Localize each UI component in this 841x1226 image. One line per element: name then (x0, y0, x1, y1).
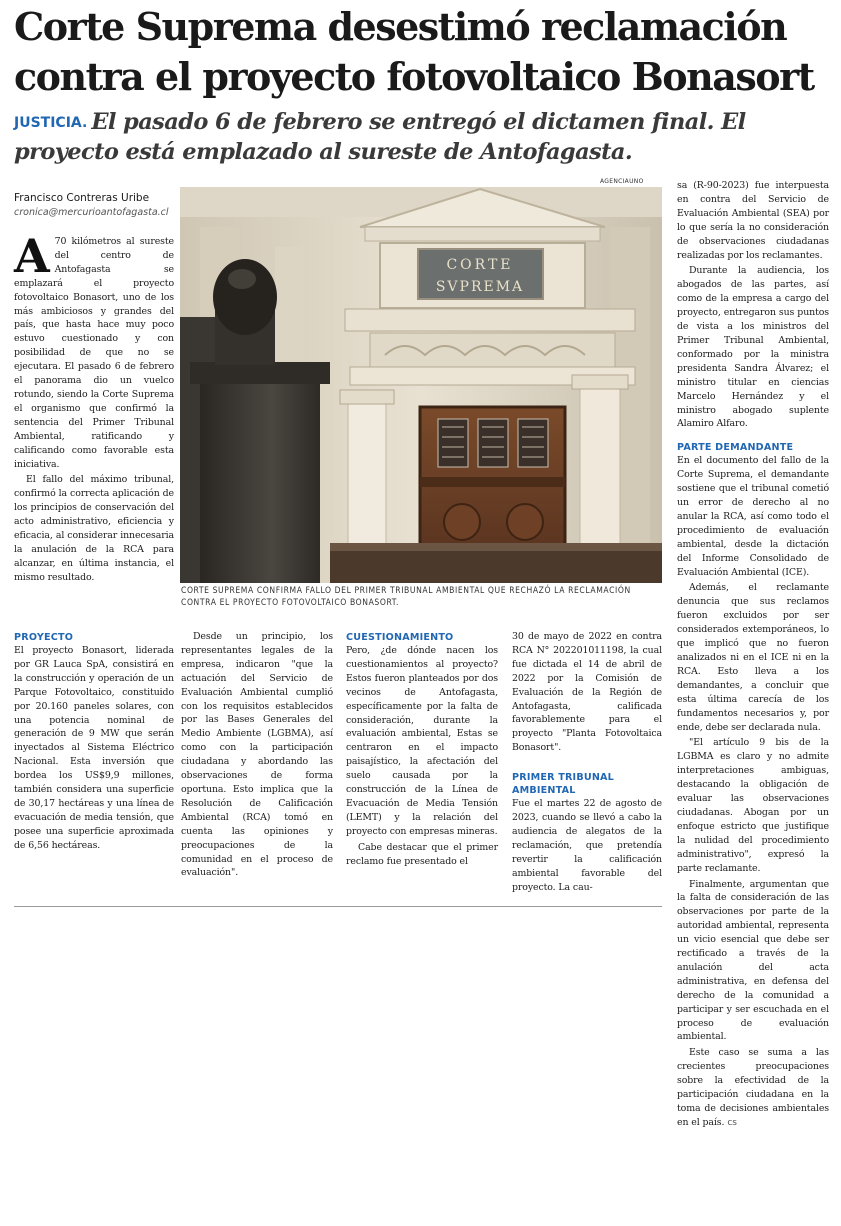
cuestionamiento-paragraph-2: Cabe destacar que el primer reclamo fue presentado el (346, 841, 498, 867)
right-paragraph-6: Finalmente, argumentan que la falta de consideración de las observaciones por parte de la autoridad ambiental, representa un vicio esencial que debe ser rectificado a través de la anulación del acta administrativa, en defensa del derecho de la comunidad a participar y ser escuchada en el proceso de evaluación ambiental. (677, 878, 829, 1043)
headline: Corte Suprema desestimó reclamación contra el proyecto fotovoltaico Bonasort (14, 4, 814, 99)
tribunal-paragraph: Fue el martes 22 de agosto de 2023, cuando se llevó a cabo la audiencia de alegatos de la reclamación, que pretendía revertir la calificación ambiental favorable del proyecto. La cau- (512, 798, 662, 893)
right-paragraph-4: Además, el reclamante denuncia que sus reclamos fueron excluidos por ser considerados extemporáneos, lo que implicó que no fueron analizados ni en el ICE ni en la RCA. Esto lleva a los demandantes, a concluir que esta última carecía de los fundamentos necesarios y, por ende, debe ser declarada nula. (677, 582, 829, 733)
col4-paragraph: 30 de mayo de 2022 en contra RCA N° 202201011198, la cual fue dictada el 14 de abril de 2022 por la Comisión de Evaluación de la Región de Antofagasta, calificada favorablemente para el proyecto "Planta Fotovoltaica Bonasort". (512, 631, 662, 754)
right-paragraph-7-text: Este caso se suma a las crecientes preocupaciones sobre la efectividad de la participación ciudadana en la toma de decisiones ambientales en el país. (677, 1047, 829, 1128)
subheadline (14, 108, 814, 167)
proyecto-heading: PROYECTO (14, 632, 74, 643)
photo-credit: AGENCIAUNO (600, 178, 644, 185)
drop-cap: A (14, 229, 50, 283)
section-divider (14, 906, 662, 907)
court-sign-line2: SVPREMA (435, 279, 525, 295)
column-2 (181, 630, 333, 882)
cuestionamiento-heading: CUESTIONAMIENTO (346, 632, 454, 643)
byline-email: cronica@mercurioantofagasta.cl (14, 207, 169, 218)
right-paragraph-1: sa (R-90-2023) fue interpuesta en contra del Servicio de Evaluación Ambiental (SEA) por lo que sería la no consideración de observaciones ciudadanas realizadas por los reclamantes. (677, 180, 829, 261)
tribunal-heading (512, 771, 662, 797)
section-tag: JUSTICIA. (14, 115, 88, 131)
photo-caption: CORTE SUPREMA CONFIRMA FALLO DEL PRIMER TRIBUNAL AMBIENTAL QUE RECHAZÓ LA RECLAMACIÓN CONTRA EL PROYECTO FOTOVOLTAICO BONASORT. (181, 586, 631, 608)
right-paragraph-7 (677, 1046, 829, 1130)
cuestionamiento-section (346, 628, 498, 871)
proyecto-section (14, 628, 174, 855)
lead-paragraph-1: 70 kilómetros al sureste del centro de Antofagasta se emplazará el proyecto fotovoltaico Bonasort, uno de los más ambiciosos y grandes del país, que hasta hace muy poco estuvo cuestionado y con posibilidad de que no se ejecutara. El pasado 6 de febrero el panorama dio un vuelco rotundo, siendo la Corte Suprema el organismo que confirmó la sentencia del Primer Tribunal Ambiental, ratificando y calificando como favorable esta iniciativa. (14, 236, 174, 470)
right-paragraph-3: En el documento del fallo de la Corte Suprema, el demandante sostiene que el tribunal cometió un error de derecho al no anular la RCA, así como todo el procedimiento de evaluación ambiental, desde la dictación del Informe Consolidado de Evaluación Ambiental (ICE). (677, 455, 829, 578)
right-column (677, 179, 829, 1133)
court-sign-line1: CORTE (446, 257, 514, 273)
lead-column (14, 229, 174, 587)
column-4 (512, 630, 662, 897)
right-paragraph-2: Durante la audiencia, los abogados de las partes, así como de la empresa a cargo del proyecto, entregaron sus puntos de vista a los ministros del Primer Tribunal Ambiental, conformado por la ministra presidenta Sandra Álvarez; el ministro titular en ciencias Marcelo Hernández y el ministro abogado suplente Alamiro Alfaro. (677, 265, 829, 430)
parte-demandante-heading: PARTE DEMANDANTE (677, 442, 794, 454)
proyecto-paragraph: El proyecto Bonasort, liderada por GR Lauca SpA, consistirá en la construcción y operación de un Parque Fotovoltaico, constituido por 20.160 paneles solares, con una potencia nominal de generación de 9 MW que serán inyectados al Sistema Eléctrico Nacional. Esta inversión que bordea los US$9,9 millones, también considera una superficie de 30,17 hectáreas y una línea de evacuación de media tensión, que posee una superficie aproximada de 6,56 hectáreas. (14, 645, 174, 851)
subheadline-text: El pasado 6 de febrero se entregó el dictamen final. El proyecto está emplazado al sureste de Antofagasta. (14, 109, 746, 165)
right-paragraph-5: "El artículo 9 bis de la LGBMA es claro y no admite interpretaciones ambiguas, destacando la obligación de evaluar las observaciones ciudadanas. Abogan por un enfoque estricto que justifique la nulidad del procedimiento administrativo", expresó la parte reclamante. (677, 737, 829, 874)
lead-paragraph-2: El fallo del máximo tribunal, confirmó la correcta aplicación de los principios de conservación del acto administrativo, eficiencia y eficacia, al considerar innecesaria la anulación de la RCA para alcanzar, en última instancia, el mismo resultado. (14, 474, 174, 583)
tribunal-heading-line2: AMBIENTAL (512, 785, 576, 797)
tribunal-heading-line1: PRIMER TRIBUNAL (512, 772, 614, 784)
end-mark: cs (727, 1117, 737, 1128)
byline-author: Francisco Contreras Uribe (14, 192, 150, 204)
col2-paragraph: Desde un principio, los representantes legales de la empresa, indicaron "que la actuación del Servicio de Evaluación Ambiental cumplió con los requisitos establecidos por las Bases Generales del Medio Ambiente (LGBMA), así como con la participación ciudadana y abordando las observaciones de forma oportuna. Esto implica que la Resolución de Calificación Ambiental (RCA) tomó en cuenta las opiniones y preocupaciones de la comunidad en el proceso de evaluación". (181, 631, 333, 879)
byline (14, 191, 174, 221)
cuestionamiento-paragraph-1: Pero, ¿de dónde nacen los cuestionamientos al proyecto? Estos fueron planteados por dos vecinos de Antofagasta, específicamente por la falta de consideración, durante la evaluación ambiental, Estas se centraron en el impacto paisajístico, la afectación del suelo causada por la construcción de la Línea de Evacuación de Media Tensión (LEMT) y la relación del proyecto con empresas mineras. (346, 645, 498, 837)
supreme-court-building-image (180, 187, 662, 583)
article-photo (180, 187, 662, 583)
